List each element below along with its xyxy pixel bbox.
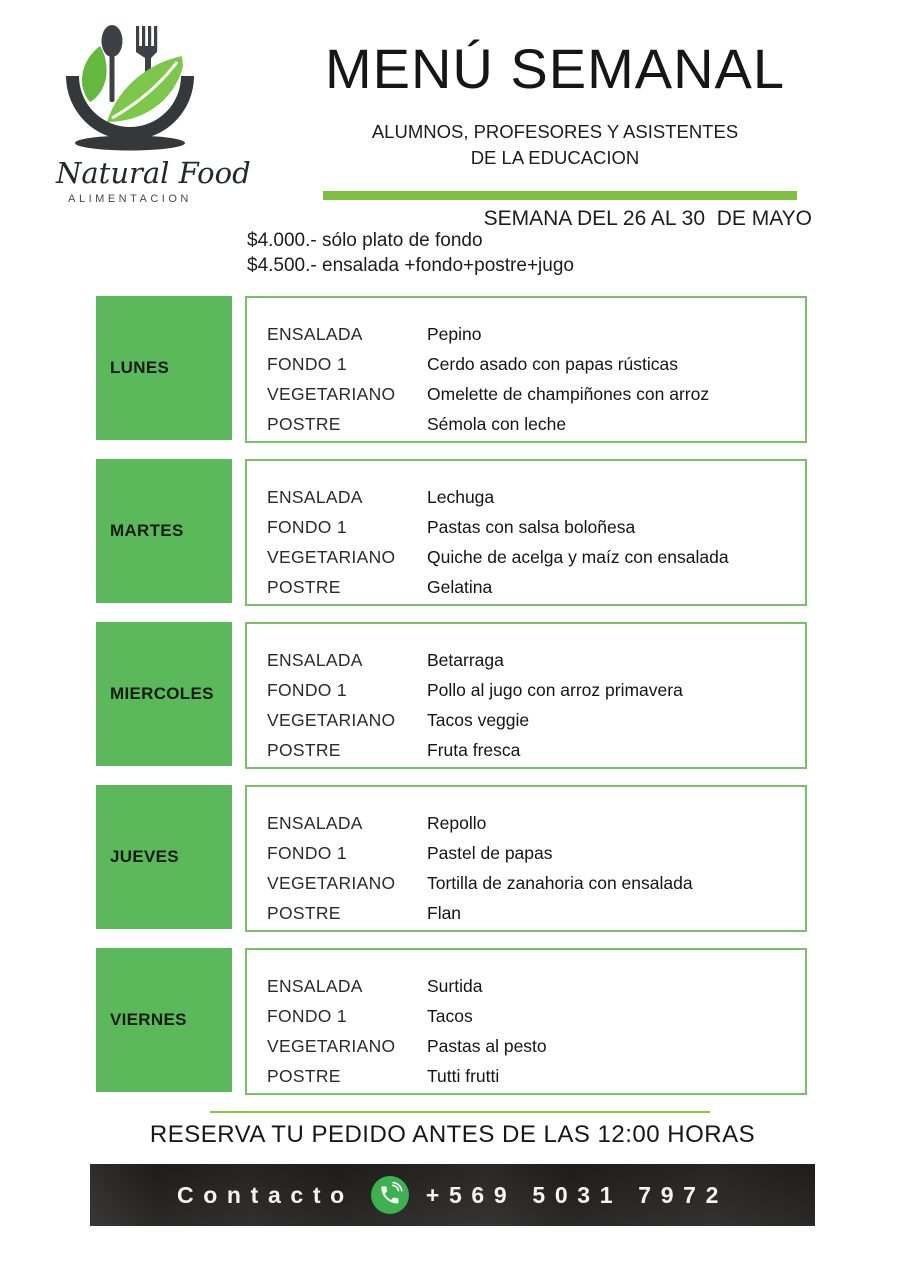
subtitle-line-2: DE LA EDUCACION bbox=[470, 147, 640, 168]
dish-name: Tacos bbox=[427, 1005, 473, 1026]
dish-name: Pastas con salsa boloñesa bbox=[427, 516, 636, 537]
menu-row bbox=[267, 542, 805, 572]
course-label: FONDO 1 bbox=[267, 353, 347, 374]
day-block-martes bbox=[0, 459, 905, 606]
day-block-jueves bbox=[0, 785, 905, 932]
dish-name: Lechuga bbox=[427, 486, 495, 507]
dish-name: Omelette de champiñones con arroz bbox=[427, 383, 710, 404]
course-label: VEGETARIANO bbox=[267, 1035, 396, 1056]
menu-row bbox=[267, 808, 805, 838]
reserve-note: RESERVA TU PEDIDO ANTES DE LAS 12:00 HORAS bbox=[149, 1121, 756, 1148]
menu-row bbox=[267, 1001, 805, 1031]
green-accent-bar bbox=[323, 191, 797, 200]
dish-name: Pastas al pesto bbox=[427, 1035, 547, 1056]
brand-subtitle: ALIMENTACION bbox=[68, 193, 192, 205]
course-label: FONDO 1 bbox=[267, 842, 347, 863]
course-label: FONDO 1 bbox=[267, 679, 347, 700]
day-name: VIERNES bbox=[96, 948, 232, 1092]
price-list bbox=[247, 228, 574, 278]
course-label: ENSALADA bbox=[267, 323, 363, 344]
menu-row bbox=[267, 645, 805, 675]
day-menu-card bbox=[245, 622, 807, 769]
dish-name: Tacos veggie bbox=[427, 709, 530, 730]
day-name: LUNES bbox=[96, 296, 232, 440]
course-label: POSTRE bbox=[267, 902, 341, 923]
dish-name: Quiche de acelga y maíz con ensalada bbox=[427, 546, 729, 567]
menu-row bbox=[267, 482, 805, 512]
menu-row bbox=[267, 572, 805, 602]
brand-logo bbox=[56, 24, 251, 205]
dish-name: Pastel de papas bbox=[427, 842, 553, 863]
day-menu-card bbox=[245, 948, 807, 1095]
dish-name: Cerdo asado con papas rústicas bbox=[427, 353, 678, 374]
phone-number: +569 5031 7972 bbox=[425, 1181, 729, 1208]
menu-row bbox=[267, 838, 805, 868]
day-name: MIERCOLES bbox=[96, 622, 232, 766]
course-label: POSTRE bbox=[267, 413, 341, 434]
page-title: MENÚ SEMANAL bbox=[324, 37, 786, 100]
menu-row bbox=[267, 1061, 805, 1091]
contact-label: Contacto bbox=[176, 1181, 354, 1208]
menu-row bbox=[267, 705, 805, 735]
dish-name: Flan bbox=[427, 902, 462, 923]
dish-name: Fruta fresca bbox=[427, 739, 521, 760]
dish-name: Tutti frutti bbox=[427, 1065, 500, 1086]
dish-name: Tortilla de zanahoria con ensalada bbox=[427, 872, 693, 893]
week-range-label: SEMANA DEL 26 AL 30 DE MAYO bbox=[483, 207, 812, 230]
contact-bar bbox=[90, 1164, 815, 1226]
dish-name: Pepino bbox=[427, 323, 482, 344]
course-label: VEGETARIANO bbox=[267, 872, 396, 893]
course-label: ENSALADA bbox=[267, 812, 363, 833]
audience-subtitle bbox=[250, 119, 860, 171]
course-label: ENSALADA bbox=[267, 486, 363, 507]
brand-name: Natural Food bbox=[56, 156, 251, 190]
course-label: FONDO 1 bbox=[267, 1005, 347, 1026]
menu-row bbox=[267, 319, 805, 349]
course-label: POSTRE bbox=[267, 739, 341, 760]
course-label: VEGETARIANO bbox=[267, 546, 396, 567]
menu-row bbox=[267, 898, 805, 928]
course-label: ENSALADA bbox=[267, 649, 363, 670]
dish-name: Repollo bbox=[427, 812, 487, 833]
course-label: VEGETARIANO bbox=[267, 709, 396, 730]
course-label: POSTRE bbox=[267, 1065, 341, 1086]
menu-row bbox=[267, 1031, 805, 1061]
menu-row bbox=[267, 675, 805, 705]
menu-row bbox=[267, 349, 805, 379]
dish-name: Sémola con leche bbox=[427, 413, 567, 434]
subtitle-line-1: ALUMNOS, PROFESORES Y ASISTENTES bbox=[371, 121, 739, 142]
footer-divider bbox=[210, 1111, 710, 1113]
price-line-fondo: $4.000.- sólo plato de fondo bbox=[247, 230, 483, 251]
dish-name: Gelatina bbox=[427, 576, 493, 597]
menu-row bbox=[267, 971, 805, 1001]
price-line-completo: $4.500.- ensalada +fondo+postre+jugo bbox=[247, 255, 574, 276]
course-label: ENSALADA bbox=[267, 975, 363, 996]
day-blocks bbox=[0, 296, 905, 1111]
menu-row bbox=[267, 735, 805, 765]
menu-row bbox=[267, 868, 805, 898]
dish-name: Surtida bbox=[427, 975, 483, 996]
day-menu-card bbox=[245, 459, 807, 606]
day-menu-card bbox=[245, 785, 807, 932]
day-block-viernes bbox=[0, 948, 905, 1095]
menu-row bbox=[267, 379, 805, 409]
course-label: POSTRE bbox=[267, 576, 341, 597]
day-block-lunes bbox=[0, 296, 905, 443]
day-name: MARTES bbox=[96, 459, 232, 603]
menu-row bbox=[267, 409, 805, 439]
phone-icon bbox=[370, 1175, 410, 1215]
day-name: JUEVES bbox=[96, 785, 232, 929]
menu-row bbox=[267, 512, 805, 542]
dish-name: Pollo al jugo con arroz primavera bbox=[427, 679, 683, 700]
bowl-leaves-cutlery-icon bbox=[60, 24, 200, 156]
day-block-miercoles bbox=[0, 622, 905, 769]
day-menu-card bbox=[245, 296, 807, 443]
course-label: VEGETARIANO bbox=[267, 383, 396, 404]
course-label: FONDO 1 bbox=[267, 516, 347, 537]
dish-name: Betarraga bbox=[427, 649, 504, 670]
